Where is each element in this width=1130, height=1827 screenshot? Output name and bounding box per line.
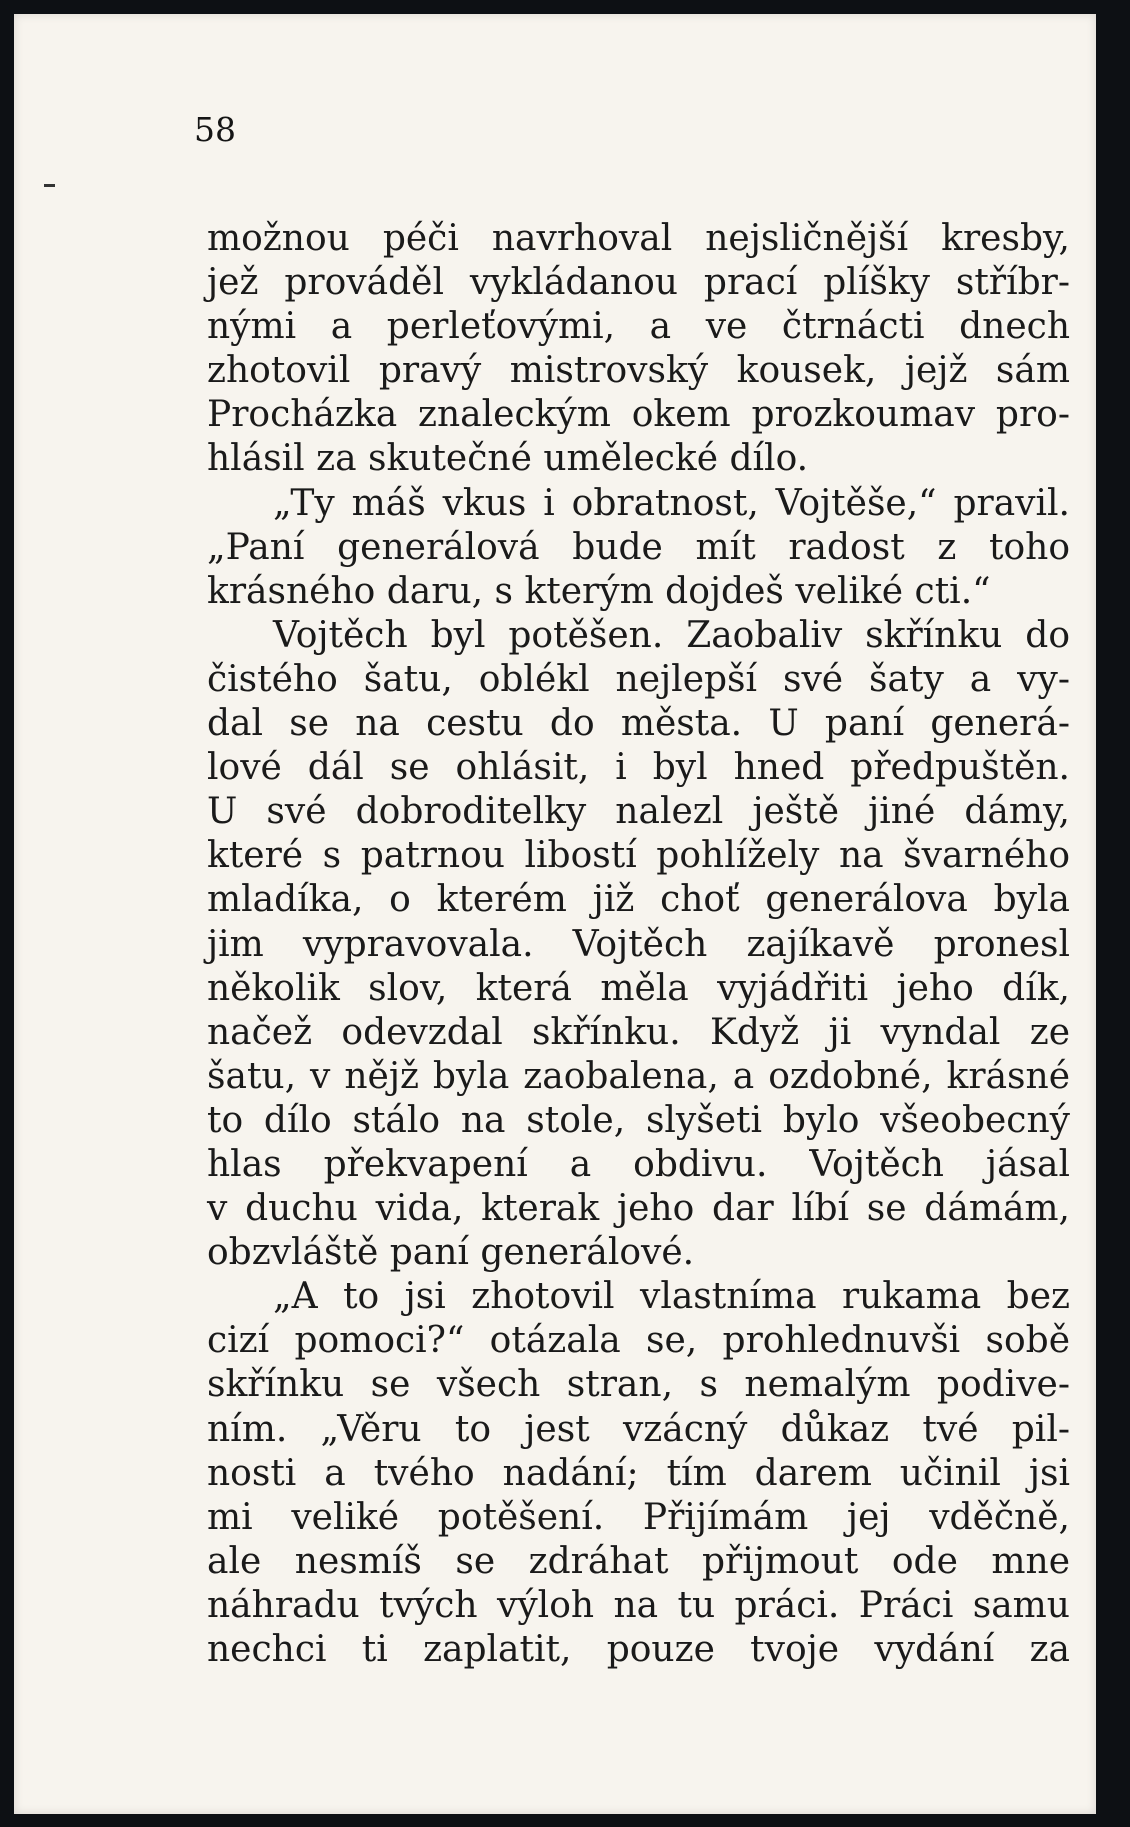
text-line: nechci ti zaplatit, pouze tvoje vydání za	[207, 1629, 1070, 1670]
text-line: zhotovil pravý mistrovský kousek, jejž sám	[207, 350, 1070, 392]
text-line: Procházka znaleckým okem prozkoumav pro-	[207, 394, 1070, 436]
text-line: čistého šatu, oblékl nejlepší své šaty a vy-	[207, 658, 1070, 700]
text-line: Vojtěch byl potěšen. Zaobaliv skřínku do	[273, 614, 1070, 656]
text-line: ním. „Věru to jest vzácný důkaz tvé pil-	[207, 1408, 1070, 1450]
body-text	[207, 217, 1070, 1672]
text-line: které s patrnou libostí pohlížely na švarného	[207, 835, 1070, 877]
page-number: 58	[194, 110, 236, 149]
book-page	[14, 14, 1096, 1814]
text-line: jim vypravovala. Vojtěch zajíkavě pronesl	[207, 923, 1070, 965]
text-line: „Ty máš vkus i obratnost, Vojtěše,“ pravil.	[273, 482, 1070, 524]
text-line: hlas překvapení a obdivu. Vojtěch jásal	[207, 1143, 1070, 1185]
text-line: „Paní generálová bude mít radost z toho	[207, 526, 1070, 568]
text-line: jež prováděl vykládanou prací plíšky stříbr-	[207, 262, 1070, 304]
text-line: několik slov, která měla vyjádřiti jeho dík,	[207, 967, 1070, 1009]
text-line: v duchu vida, kterak jeho dar líbí se dámám,	[207, 1188, 1070, 1230]
text-line: mi veliké potěšení. Přijímám jej vděčně,	[207, 1496, 1070, 1538]
margin-mark	[44, 184, 55, 187]
text-line: „A to jsi zhotovil vlastníma rukama bez	[273, 1276, 1070, 1318]
text-line: šatu, v nějž byla zaobalena, a ozdobné, krásné	[207, 1055, 1070, 1097]
text-line: náhradu tvých výloh na tu práci. Práci samu	[207, 1584, 1070, 1626]
text-line: nosti a tvého nadání; tím darem učinil jsi	[207, 1452, 1070, 1494]
text-line: načež odevzdal skřínku. Když ji vyndal ze	[207, 1011, 1070, 1053]
text-line: skřínku se všech stran, s nemalým podive-	[207, 1364, 1070, 1406]
text-line: obzvláště paní generálové.	[207, 1232, 695, 1274]
text-line: krásného daru, s kterým dojdeš veliké cti.“	[207, 570, 991, 612]
text-line: mladíka, o kterém již choť generálova byla	[207, 879, 1070, 921]
text-line: to dílo stálo na stole, slyšeti bylo všeobecný	[207, 1099, 1070, 1141]
text-line: cizí pomoci?“ otázala se, prohlednuvši sobě	[207, 1320, 1070, 1362]
text-line: U své dobroditelky nalezl ještě jiné dámy,	[207, 791, 1070, 833]
text-line: hlásil za skutečné umělecké dílo.	[207, 438, 809, 480]
text-line: lové dál se ohlásit, i byl hned předpuštěn.	[207, 747, 1070, 789]
text-line: ale nesmíš se zdráhat přijmout ode mne	[207, 1540, 1070, 1582]
text-line: dal se na cestu do města. U paní generá-	[207, 703, 1070, 745]
text-line: nými a perleťovými, a ve čtrnácti dnech	[207, 306, 1070, 348]
text-line: možnou péči navrhoval nejsličnější kresby,	[207, 218, 1070, 259]
